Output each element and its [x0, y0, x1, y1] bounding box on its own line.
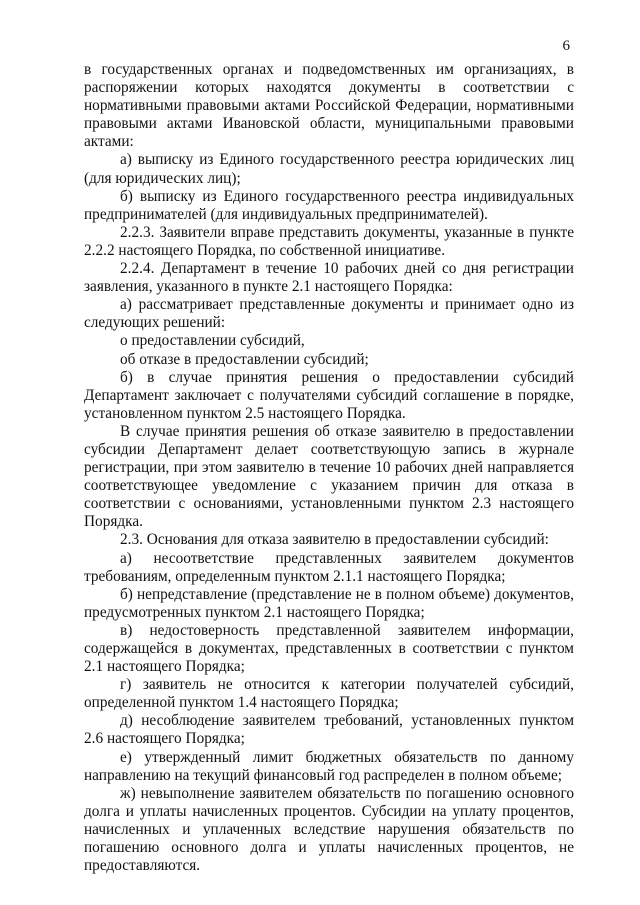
paragraph-item-a-extract-legal: а) выписку из Единого государственного реестра юридических лиц (для юридических лиц);	[84, 151, 574, 187]
paragraph-refusal-notice: В случае принятия решения об отказе заявителю в предоставлении субсидии Департамент делает соответствующую запись в журнале регистрации, при этом заявителю в течение 10 рабочих дней направляется соответствующее уведомление с указанием причин для отказа в соответствии с основаниями, установленными пунктом 2.3 настоящего Порядка.	[84, 422, 574, 531]
paragraph-item-b-extract-entrepreneurs: б) выписку из Единого государственного реестра индивидуальных предпринимателей (для индивидуальных предпринимателей).	[84, 187, 574, 223]
paragraph-2-3-heading: 2.3. Основания для отказа заявителю в предоставлении субсидий:	[120, 531, 549, 549]
document-body	[84, 61, 574, 875]
paragraph-2-3-e: е) утвержденный лимит бюджетных обязательств по данному направлению на текущий финансовый год распределен в полном объеме;	[84, 748, 574, 784]
paragraph-intro-continuation: в государственных органах и подведомственных им организациях, в распоряжении которых находятся документы в соответствии с нормативными правовыми актами Российской Федерации, нормативными правовыми актами Ивановской области, муниципальными правовыми актами:	[84, 61, 574, 151]
paragraph-2-2-4-b: б) в случае принятия решения о предоставлении субсидий Департамент заключает с получателями субсидий соглашение в порядке, установленном пунктом 2.5 настоящего Порядка.	[84, 368, 574, 422]
page-number: 6	[562, 38, 570, 54]
paragraph-2-2-4-a: а) рассматривает представленные документы и принимает одно из следующих решений:	[84, 296, 574, 332]
paragraph-2-3-b: б) непредставление (представление не в полном объеме) документов, предусмотренных пунктом 2.1 настоящего Порядка;	[84, 585, 574, 621]
paragraph-2-2-3: 2.2.3. Заявители вправе представить документы, указанные в пункте 2.2.2 настоящего Порядка, по собственной инициативе.	[84, 223, 574, 259]
paragraph-2-3-v: в) недостоверность представленной заявителем информации, содержащейся в документах, представленных в соответствии с пунктом 2.1 настоящего Порядка;	[84, 621, 574, 676]
paragraph-decision-refuse: об отказе в предоставлении субсидий;	[120, 350, 369, 368]
paragraph-2-2-4: 2.2.4. Департамент в течение 10 рабочих дней со дня регистрации заявления, указанного в пункте 2.1 настоящего Порядка:	[84, 260, 574, 296]
paragraph-2-3-a: а) несоответствие представленных заявителем документов требованиям, определенным пунктом 2.1.1 настоящего Порядка;	[84, 549, 574, 585]
paragraph-decision-grant: о предоставлении субсидий,	[120, 332, 305, 350]
paragraph-2-3-zh: ж) невыполнение заявителем обязательств по погашению основного долга и уплаты начисленных процентов. Субсидии на уплату процентов, начисленных и уплаченных вследствие нарушения обязательств по погашению основного долга и уплаты начисленных процентов, не предоставляются.	[84, 784, 574, 875]
paragraph-2-3-d: д) несоблюдение заявителем требований, установленных пунктом 2.6 настоящего Порядка;	[84, 712, 574, 748]
paragraph-2-3-g: г) заявитель не относится к категории получателей субсидий, определенной пунктом 1.4 настоящего Порядка;	[84, 676, 574, 712]
